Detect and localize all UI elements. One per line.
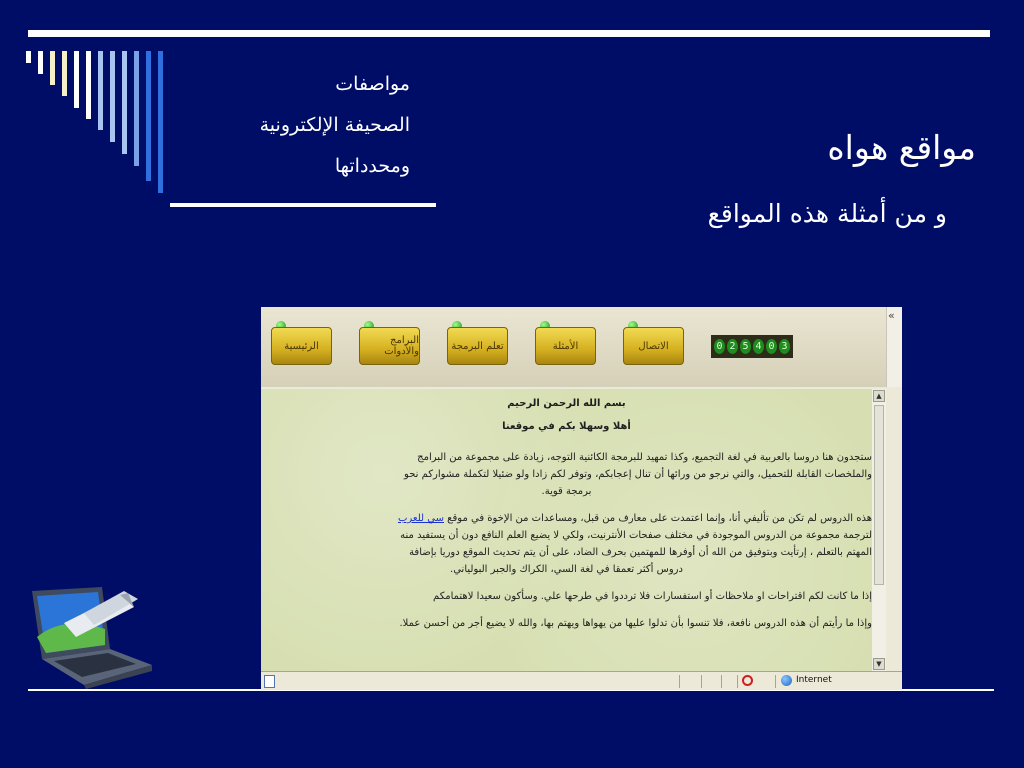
status-separator xyxy=(737,675,738,688)
visitor-counter xyxy=(711,335,793,358)
top-rule xyxy=(28,30,990,37)
counter-digit: 4 xyxy=(753,339,764,354)
frame-gutter xyxy=(886,387,902,671)
section-title-line-3: ومحدداتها xyxy=(334,155,410,177)
website-screenshot xyxy=(261,307,902,690)
content-scrollbar[interactable] xyxy=(872,389,886,671)
site-header-frame xyxy=(261,307,886,387)
scroll-down-arrow-icon[interactable]: ▼ xyxy=(873,658,885,670)
status-separator xyxy=(701,675,702,688)
section-title xyxy=(180,64,410,187)
nav-button-programs[interactable]: البرامج والأدوات xyxy=(359,327,420,365)
welcome-text: أهلا وسهلا بكم في موقعنا xyxy=(502,421,631,432)
c-for-arabs-link[interactable]: سي للعرب xyxy=(397,513,444,524)
credits-line: دروس أكثر تعمقا في لغة السي، الكراك والجبر البولياني. xyxy=(450,564,683,575)
closing-text: وإذا ما رأيتم أن هذه الدروس نافعة، فلا تنسوا بأن تدلوا عليها من يهواها ويهتم بها، والله لا يضيع أجر من أحسن عملا. xyxy=(399,618,872,629)
intro-paragraph xyxy=(261,449,872,500)
intro-line: ستجدون هنا دروسا بالعربية في لغة التجميع، وكذا تمهيد للبرمجة الكائنية التوجه، زيادة على مجموعة من البرامج xyxy=(417,452,872,463)
laptop-icon xyxy=(24,585,156,689)
scroll-thumb[interactable] xyxy=(874,405,884,585)
section-title-line-1: مواصفات xyxy=(335,73,410,95)
credits-line: المهتم بالتعلم ، إرتأيت وبتوفيق من الله أن أوفرها للمهتمين بحرف الضاد، على أن يتم تحديث الموقع دوريا بإضافة xyxy=(409,547,872,558)
feedback-text: إذا ما كانت لكم اقتراحات او ملاحظات أو استفسارات فلا ترددوا في طرحها علي. وسأكون سعيدا لاهتمامكم xyxy=(433,591,872,602)
scroll-up-arrow-icon[interactable]: ▲ xyxy=(873,390,885,402)
page-icon xyxy=(264,675,275,688)
credits-line-text: هذه الدروس لم تكن من تأليفي أنا، وإنما اعتمدت على معارف من قبل، ومساعدات من الإخوة في موقع xyxy=(444,513,872,524)
credits-paragraph xyxy=(261,510,872,578)
basmala-text: بسم الله الرحمن الرحيم xyxy=(507,398,626,409)
nav-button-examples[interactable]: الأمثلة xyxy=(535,327,596,365)
section-title-line-2: الصحيفة الإلكترونية xyxy=(259,114,410,136)
globe-icon xyxy=(781,675,792,686)
counter-digit: 2 xyxy=(727,339,738,354)
slide-title: مواقع هواه xyxy=(827,128,976,167)
security-zone-label: Internet xyxy=(796,675,832,685)
header-frame-scrollbar[interactable] xyxy=(886,307,902,387)
nav-button-contact[interactable]: الاتصال xyxy=(623,327,684,365)
counter-digit: 0 xyxy=(714,339,725,354)
status-separator xyxy=(775,675,776,688)
slide-subtitle: و من أمثلة هذه المواقع xyxy=(707,199,947,228)
popup-blocked-icon[interactable] xyxy=(742,675,753,686)
credits-line: لترجمة مجموعة من الدروس الموجودة في مختلف صفحات الأنترنيت، ولكي لا يضيع العلم النافع دون أن يستفيد منه xyxy=(400,530,872,541)
nav-button-home[interactable]: الرئيسية xyxy=(271,327,332,365)
browser-status-bar xyxy=(261,671,902,690)
counter-digit: 5 xyxy=(740,339,751,354)
status-separator xyxy=(721,675,722,688)
page-content xyxy=(261,389,872,671)
intro-line: برمجة قوية. xyxy=(541,486,592,497)
counter-digit: 3 xyxy=(779,339,790,354)
section-title-underline xyxy=(170,203,436,207)
intro-line: والملخصات القابلة للتحميل، والتي نرجو من ورائها أن تنال إعجابكم، وتوفر لكم زادا ولو ضئيلا لتكملة مشواركم نحو xyxy=(404,469,872,480)
double-chevron-icon[interactable]: « xyxy=(888,309,895,322)
counter-digit: 0 xyxy=(766,339,777,354)
credits-line xyxy=(261,510,872,527)
status-separator xyxy=(679,675,680,688)
nav-button-learn[interactable]: تعلم البرمجة xyxy=(447,327,508,365)
